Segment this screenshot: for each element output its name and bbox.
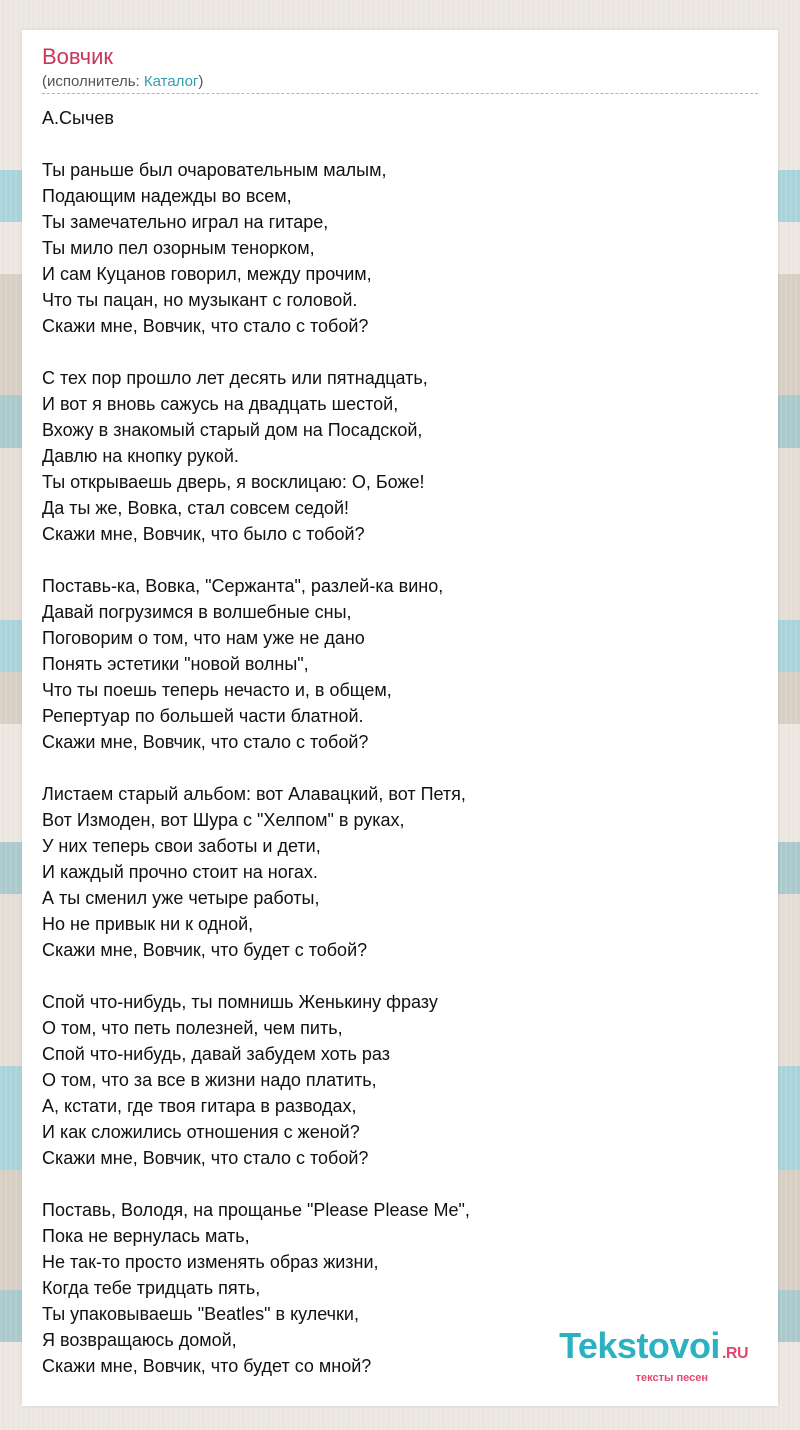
lyrics-stanza-2: С тех пор прошло лет десять или пятнадцать, И вот я вновь сажусь на двадцать шестой, Вхожу в знакомый старый дом на Посадской, Давлю на кнопку рукой. Ты открываешь дверь, я восклицаю: О, Боже! Да ты же, Вовка, стал совсем седой! Скажи мне, Вовчик, что было с тобой?: [42, 368, 428, 544]
catalog-link[interactable]: Каталог: [143, 73, 199, 90]
logo-tld: .RU: [721, 1345, 748, 1362]
performer-prefix: (исполнитель:: [42, 73, 144, 90]
lyrics-stanza-4: Листаем старый альбом: вот Алавацкий, вот Петя, Вот Измоден, вот Шура с "Хелпом" в руках, У них теперь свои заботы и дети, И каждый прочно стоит на ногах. А ты сменил уже четыре работы, Но не привык ни к одной, Скажи мне, Вовчик, что будет с тобой?: [42, 784, 466, 960]
logo-main-text: Tekstovoi: [559, 1325, 720, 1366]
lyrics-stanza-6: Поставь, Володя, на прощанье "Please Please Me", Пока не вернулась мать, Не так-то просто изменять образ жизни, Когда тебе тридцать пять, Ты упаковываешь "Beatles" в кулечки, Я возвращаюсь домой, Скажи мне, Вовчик, что будет со мной?: [42, 1200, 470, 1376]
lyrics-stanza-1: Ты раньше был очаровательным малым, Подающим надежды во всем, Ты замечательно играл на гитаре, Ты мило пел озорным тенорком, И сам Куцанов говорил, между прочим, Что ты пацан, но музыкант с головой. Скажи мне, Вовчик, что стало с тобой?: [42, 160, 387, 336]
logo-tagline: тексты песен: [635, 1372, 708, 1384]
lyrics-stanza-3: Поставь-ка, Вовка, "Сержанта", разлей-ка вино, Давай погрузимся в волшебные сны, Поговорим о том, что нам уже не дано Понять эстетики "новой волны", Что ты поешь теперь нечасто и, в общем, Репертуар по большей части блатной. Скажи мне, Вовчик, что стало с тобой?: [42, 576, 444, 752]
lyrics-text: [42, 105, 470, 1379]
logo-wordmark: [559, 1325, 748, 1372]
lyrics-stanza-5: Спой что-нибудь, ты помнишь Женькину фразу О том, что петь полезней, чем пить, Спой что-нибудь, давай забудем хоть раз О том, что за все в жизни надо платить, А, кстати, где твоя гитара в разводах, И как сложились отношения с женой? Скажи мне, Вовчик, что стало с тобой?: [42, 992, 438, 1168]
performer-line: [42, 73, 203, 90]
site-logo[interactable]: [559, 1325, 748, 1384]
lyrics-author: А.Сычев: [42, 108, 114, 128]
lyrics-card: [22, 30, 778, 1406]
performer-suffix: ): [198, 73, 204, 90]
song-title: Вовчик: [42, 44, 113, 69]
dashed-divider: [42, 93, 758, 94]
